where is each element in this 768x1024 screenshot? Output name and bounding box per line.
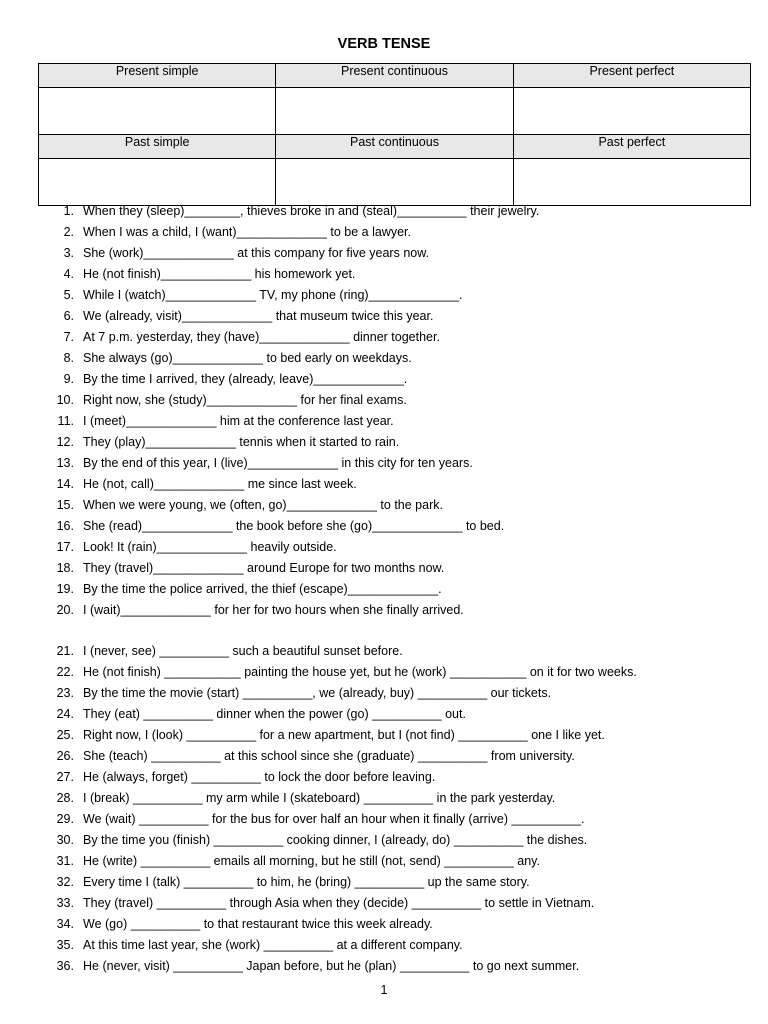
- tense-table-blank-row: [39, 88, 751, 135]
- question-number: 24.: [56, 707, 74, 721]
- question-text: She (work)_____________ at this company for five years now.: [83, 246, 430, 260]
- question-text: He (always, forget) __________ to lock the door before leaving.: [83, 770, 436, 784]
- question-item: [0, 809, 768, 830]
- blank-cell-past-perfect[interactable]: [513, 159, 750, 206]
- question-item: [0, 683, 768, 704]
- question-item: [0, 830, 768, 851]
- question-number: 20.: [56, 603, 74, 617]
- cell-present-continuous: Present continuous: [276, 64, 513, 88]
- question-item: [0, 243, 768, 264]
- question-text: While I (watch)_____________ TV, my phone (ring)_____________.: [83, 288, 463, 302]
- question-number: 31.: [56, 854, 74, 868]
- tense-table: [38, 63, 751, 206]
- question-number: 14.: [56, 477, 74, 491]
- question-item: [0, 390, 768, 411]
- question-item: [0, 222, 768, 243]
- question-number: 29.: [56, 812, 74, 826]
- page-number: 1: [380, 983, 388, 997]
- question-text: When I was a child, I (want)_____________ to be a lawyer.: [83, 225, 411, 239]
- question-text: I (meet)_____________ him at the conference last year.: [83, 414, 394, 428]
- question-item: [0, 537, 768, 558]
- question-number: 5.: [63, 288, 74, 302]
- question-text: They (play)_____________ tennis when it started to rain.: [83, 435, 400, 449]
- question-text: They (travel) __________ through Asia when they (decide) __________ to settle in Vietnam.: [83, 896, 595, 910]
- question-item: [0, 432, 768, 453]
- question-text: Look! It (rain)_____________ heavily outside.: [83, 540, 337, 554]
- page-title: VERB TENSE: [337, 36, 431, 52]
- question-text: She always (go)_____________ to bed early on weekdays.: [83, 351, 412, 365]
- tense-table-blank-row: [39, 159, 751, 206]
- question-number: 21.: [56, 644, 74, 658]
- question-number: 36.: [56, 959, 74, 973]
- question-text: By the time you (finish) __________ cooking dinner, I (already, do) __________ the dishes.: [83, 833, 588, 847]
- blank-cell-present-simple[interactable]: [39, 88, 276, 135]
- question-item: [0, 285, 768, 306]
- question-text: By the time I arrived, they (already, leave)_____________.: [83, 372, 408, 386]
- blank-cell-past-continuous[interactable]: [276, 159, 513, 206]
- question-item: [0, 935, 768, 956]
- cell-past-simple: Past simple: [39, 135, 276, 159]
- question-text: At this time last year, she (work) __________ at a different company.: [83, 938, 463, 952]
- question-item: [0, 851, 768, 872]
- question-number: 7.: [63, 330, 74, 344]
- question-text: They (travel)_____________ around Europe for two months now.: [83, 561, 445, 575]
- question-item: [0, 704, 768, 725]
- tense-table-header-row: [39, 135, 751, 159]
- question-item: [0, 893, 768, 914]
- question-item: [0, 348, 768, 369]
- question-text: We (wait) __________ for the bus for over half an hour when it finally (arrive) __________.: [83, 812, 585, 826]
- question-number: 12.: [56, 435, 74, 449]
- question-text: I (wait)_____________ for her for two hours when she finally arrived.: [83, 603, 464, 617]
- question-number: 28.: [56, 791, 74, 805]
- question-number: 11.: [57, 414, 74, 428]
- question-text: He (not, call)_____________ me since last week.: [83, 477, 357, 491]
- question-list-part-2: [0, 641, 768, 977]
- question-number: 27.: [56, 770, 74, 784]
- question-item: [0, 558, 768, 579]
- question-item: [0, 956, 768, 977]
- question-item: [0, 201, 768, 222]
- question-item: [0, 662, 768, 683]
- question-item: [0, 788, 768, 809]
- question-item: [0, 495, 768, 516]
- question-number: 8.: [63, 351, 74, 365]
- question-text: Right now, she (study)_____________ for her final exams.: [83, 393, 407, 407]
- tense-table-header-row: [39, 64, 751, 88]
- question-text: I (break) __________ my arm while I (skateboard) __________ in the park yesterday.: [83, 791, 556, 805]
- cell-past-continuous: Past continuous: [276, 135, 513, 159]
- question-text: We (go) __________ to that restaurant twice this week already.: [83, 917, 433, 931]
- question-text: At 7 p.m. yesterday, they (have)_____________ dinner together.: [83, 330, 440, 344]
- question-text: I (never, see) __________ such a beautiful sunset before.: [83, 644, 403, 658]
- question-number: 2.: [63, 225, 74, 239]
- question-text: Every time I (talk) __________ to him, he (bring) __________ up the same story.: [83, 875, 530, 889]
- question-item: [0, 411, 768, 432]
- question-text: She (read)_____________ the book before she (go)_____________ to bed.: [83, 519, 505, 533]
- question-item: [0, 474, 768, 495]
- question-item: [0, 914, 768, 935]
- question-item: [0, 641, 768, 662]
- blank-cell-past-simple[interactable]: [39, 159, 276, 206]
- question-item: [0, 600, 768, 621]
- question-number: 10.: [56, 393, 74, 407]
- question-item: [0, 872, 768, 893]
- question-item: [0, 453, 768, 474]
- question-text: He (not finish)_____________ his homework yet.: [83, 267, 356, 281]
- question-text: We (already, visit)_____________ that museum twice this year.: [83, 309, 434, 323]
- question-item: [0, 327, 768, 348]
- blank-cell-present-perfect[interactable]: [513, 88, 750, 135]
- question-number: 19.: [56, 582, 74, 596]
- question-number: 23.: [56, 686, 74, 700]
- question-text: He (never, visit) __________ Japan before, but he (plan) __________ to go next summer.: [83, 959, 580, 973]
- question-text: By the time the police arrived, the thief (escape)_____________.: [83, 582, 442, 596]
- question-text: He (not finish) ___________ painting the house yet, but he (work) ___________ on it for two weeks.: [83, 665, 637, 679]
- question-number: 13.: [56, 456, 74, 470]
- question-number: 17.: [56, 540, 74, 554]
- question-number: 33.: [56, 896, 74, 910]
- question-number: 3.: [63, 246, 74, 260]
- question-text: By the time the movie (start) __________, we (already, buy) __________ our tickets.: [83, 686, 552, 700]
- question-item: [0, 746, 768, 767]
- question-number: 25.: [56, 728, 74, 742]
- question-number: 15.: [56, 498, 74, 512]
- question-text: When they (sleep)________, thieves broke in and (steal)__________ their jewelry.: [83, 204, 540, 218]
- question-text: She (teach) __________ at this school since she (graduate) __________ from university.: [83, 749, 575, 763]
- question-number: 6.: [63, 309, 74, 323]
- question-text: He (write) __________ emails all morning, but he still (not, send) __________ any.: [83, 854, 540, 868]
- question-number: 16.: [56, 519, 74, 533]
- question-item: [0, 369, 768, 390]
- question-number: 35.: [56, 938, 74, 952]
- question-item: [0, 306, 768, 327]
- question-item: [0, 579, 768, 600]
- blank-cell-present-continuous[interactable]: [276, 88, 513, 135]
- question-number: 34.: [56, 917, 74, 931]
- question-number: 9.: [63, 372, 74, 386]
- question-number: 1.: [63, 204, 74, 218]
- question-number: 30.: [56, 833, 74, 847]
- question-text: They (eat) __________ dinner when the power (go) __________ out.: [83, 707, 466, 721]
- question-item: [0, 725, 768, 746]
- question-number: 4.: [63, 267, 74, 281]
- question-number: 26.: [56, 749, 74, 763]
- question-item: [0, 767, 768, 788]
- cell-present-perfect: Present perfect: [513, 64, 750, 88]
- cell-present-simple: Present simple: [39, 64, 276, 88]
- question-number: 22.: [56, 665, 74, 679]
- question-list-part-1: [0, 201, 768, 621]
- question-number: 18.: [56, 561, 74, 575]
- question-text: By the end of this year, I (live)_____________ in this city for ten years.: [83, 456, 473, 470]
- question-item: [0, 264, 768, 285]
- question-text: When we were young, we (often, go)_____________ to the park.: [83, 498, 443, 512]
- question-item: [0, 516, 768, 537]
- question-text: Right now, I (look) __________ for a new apartment, but I (not find) __________ one I like yet.: [83, 728, 605, 742]
- cell-past-perfect: Past perfect: [513, 135, 750, 159]
- question-number: 32.: [56, 875, 74, 889]
